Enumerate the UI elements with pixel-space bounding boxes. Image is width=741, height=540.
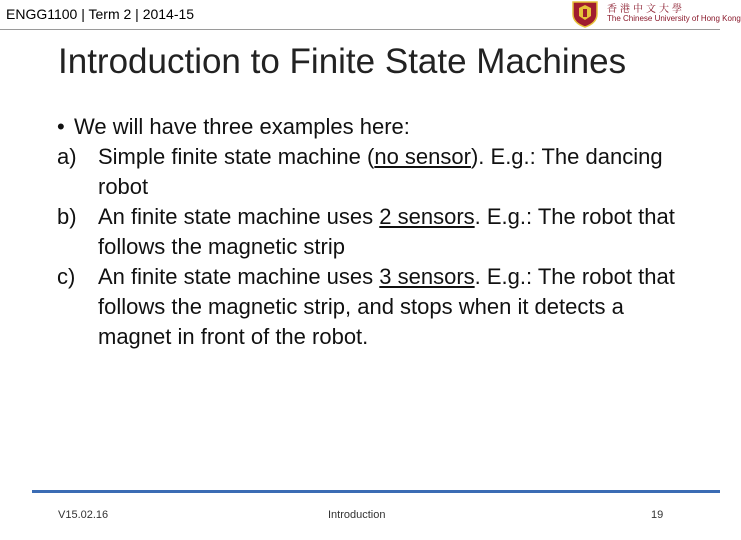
list-item-c [57, 262, 687, 352]
university-name-chinese: 香港中文大學 [607, 4, 685, 15]
list-text-c-underlined: 3 sensors [379, 264, 475, 289]
page-number: 19 [651, 509, 664, 521]
bullet-text: We will have three examples here: [74, 114, 410, 139]
list-text-b-after: . E.g.: The robot that follows the magnetic strip [98, 204, 675, 259]
list-text-c-after: . E.g.: The robot that follows the magnetic strip, and stops when it detects a magnet in front of the robot. [98, 264, 675, 349]
university-crest-icon [570, 0, 600, 28]
footer-divider [32, 490, 720, 493]
slide-body [57, 112, 687, 352]
list-text-b-before: An finite state machine uses [98, 204, 380, 229]
list-marker-c: c) [57, 264, 76, 289]
list-text-b-underlined: 2 sensors [379, 204, 475, 229]
list-text-a-before: Simple finite state machine ( [98, 144, 375, 169]
list-text-a-after: ). E.g.: The dancing robot [98, 144, 663, 199]
list-text-a-underlined: no sensor [374, 144, 471, 169]
university-name-english: The Chinese University of Hong Kong [607, 14, 741, 23]
list-text-c-before: An finite state machine uses [98, 264, 380, 289]
list-marker-b: b) [57, 204, 77, 229]
bullet-marker: • [57, 114, 65, 139]
university-logo [570, 0, 741, 28]
list-item-b [57, 202, 687, 262]
header-divider [0, 29, 720, 30]
list-marker-a: a) [57, 144, 77, 169]
list-item-a [57, 142, 687, 202]
footer-version: V15.02.16 [58, 509, 109, 521]
bullet-item [57, 112, 687, 142]
course-header: ENGG1100 | Term 2 | 2014-15 [6, 6, 195, 22]
footer-section: Introduction [328, 509, 386, 521]
slide-title: Introduction to Finite State Machines [58, 42, 627, 81]
